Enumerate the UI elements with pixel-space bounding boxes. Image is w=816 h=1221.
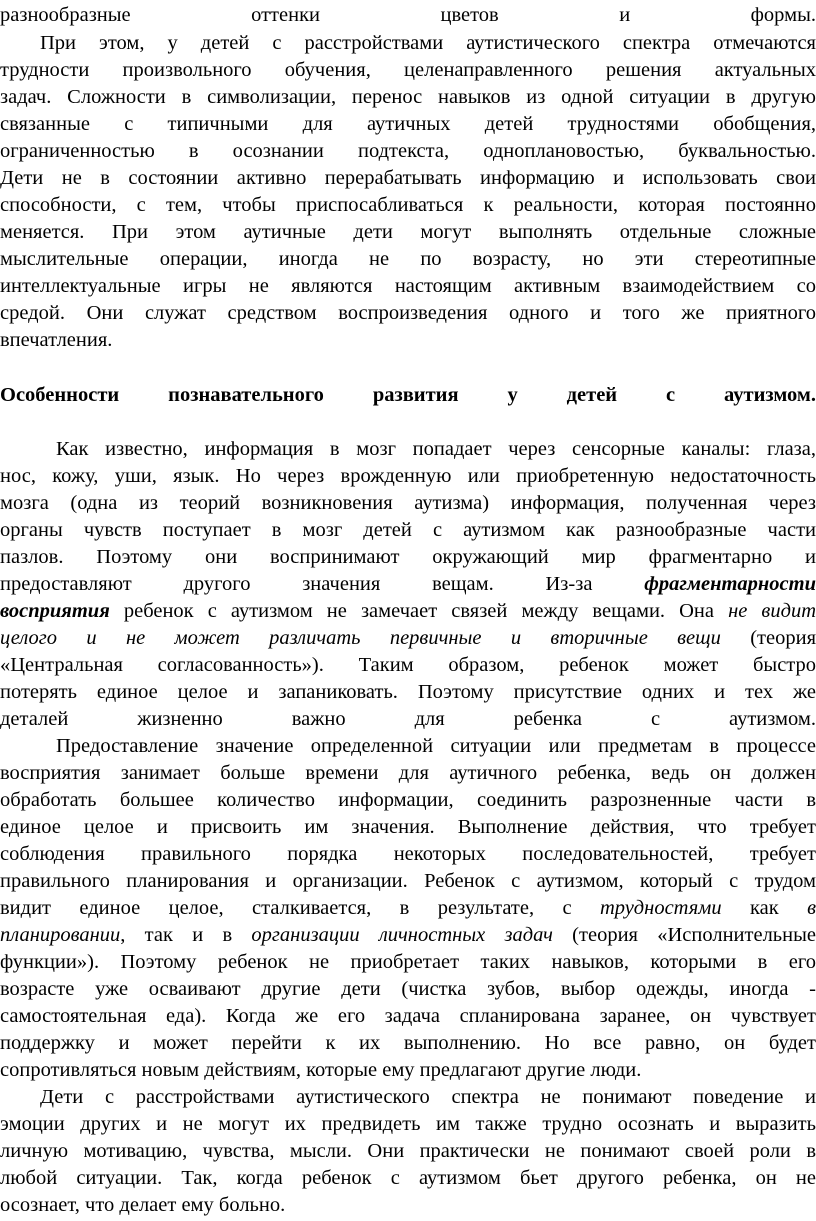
italic-term: планировании <box>0 924 121 946</box>
text-line: средой. Они служат средством воспроизведения одного и того же приятного <box>0 302 816 324</box>
text-line: видит единое целое, сталкивается, в результате, с трудностями как в <box>0 897 816 919</box>
text-line: деталей жизненно важно для ребенка с аутизмом. <box>0 708 816 730</box>
text-line: связанные с типичными для аутичных детей трудностями обобщения, <box>0 113 816 135</box>
italic-term: трудностями <box>599 897 722 919</box>
text-line: впечатления. <box>0 329 113 351</box>
italic-term: организации личностных задач <box>251 924 553 946</box>
italic-term: не видит <box>728 600 816 622</box>
text-line: Как известно, информация в мозг попадает через сенсорные каналы: глаза, <box>56 438 816 460</box>
text-line: При этом, у детей с расстройствами аутистического спектра отмечаются <box>40 32 816 54</box>
italic-term: в <box>807 897 816 919</box>
text-line: осознает, что делает ему больно. <box>0 1194 286 1216</box>
text-line: трудности произвольного обучения, целенаправленного решения актуальных <box>0 59 816 81</box>
text-line: мыслительные операции, иногда не по возрасту, но эти стереотипные <box>0 248 816 270</box>
text-line: способности, с тем, чтобы приспосабливаться к реальности, которая постоянно <box>0 194 816 216</box>
text-line: эмоции других и не могут их предвидеть им также трудно осознать и выразить <box>0 1113 816 1135</box>
text-line: меняется. При этом аутичные дети могут выполнять отдельные сложные <box>0 221 816 243</box>
text-line: правильного планирования и организации. Ребенок с аутизмом, который с трудом <box>0 870 816 892</box>
text-line: обработать большее количество информации, соединить разрозненные части в <box>0 789 816 811</box>
text-line: нос, кожу, уши, язык. Но через врожденную или приобретенную недостаточность <box>0 465 816 487</box>
bold-italic-term: восприятия <box>0 600 110 622</box>
text-line: поддержку и может перейти к их выполнению. Но все равно, он будет <box>0 1032 816 1054</box>
text-line: органы чувств поступает в мозг детей с аутизмом как разнообразные части <box>0 519 816 541</box>
text-line: функции»). Поэтому ребенок не приобретает таких навыков, которыми в его <box>0 951 816 973</box>
text-line: целого и не может различать первичные и вторичные вещи (теория <box>0 627 816 649</box>
text-line: предоставляют другого значения вещам. Из-за фрагментарности <box>0 573 816 595</box>
text-line: пазлов. Поэтому они воспринимают окружающий мир фрагментарно и <box>0 546 816 568</box>
text-line: планировании, так и в организации личностных задач (теория «Исполнительные <box>0 924 816 946</box>
text-line: «Центральная согласованность»). Таким образом, ребенок может быстро <box>0 654 816 676</box>
italic-term: целого и не может различать первичные и вторичные вещи <box>0 627 721 649</box>
section-heading: Особенности познавательного развития у детей с аутизмом. <box>0 384 816 406</box>
text-line: Дети с расстройствами аутистического спектра не понимают поведение и <box>40 1086 816 1108</box>
text-line: мозга (одна из теорий возникновения аутизма) информация, полученная через <box>0 492 816 514</box>
text-line: соблюдения правильного порядка некоторых последовательностей, требует <box>0 843 816 865</box>
text-line: возрасте уже осваивают другие дети (чистка зубов, выбор одежды, иногда - <box>0 978 816 1000</box>
text-line: единое целое и присвоить им значения. Выполнение действия, что требует <box>0 816 816 838</box>
text-line: ограниченностью в осознании подтекста, одноплановостью, буквальностью. <box>0 140 816 162</box>
text-line: сопротивляться новым действиям, которые ему предлагают другие люди. <box>0 1059 642 1081</box>
text-line: личную мотивацию, чувства, мысли. Они практически не понимают своей роли в <box>0 1140 816 1162</box>
text-line: разнообразные оттенки цветов и формы. <box>0 4 816 26</box>
text-line: самостоятельная еда). Когда же его задача спланирована заранее, он чувствует <box>0 1005 816 1027</box>
text-line: восприятия ребенок с аутизмом не замечает связей между вещами. Она не видит <box>0 600 816 622</box>
text-line: любой ситуации. Так, когда ребенок с аутизмом бьет другого ребенка, он не <box>0 1167 816 1189</box>
text-line: задач. Сложности в символизации, перенос навыков из одной ситуации в другую <box>0 86 816 108</box>
text-line: интеллектуальные игры не являются настоящим активным взаимодействием со <box>0 275 816 297</box>
bold-italic-term: фрагментарности <box>644 573 816 595</box>
text-line: потерять единое целое и запаниковать. Поэтому присутствие одних и тех же <box>0 681 816 703</box>
text-line: Предоставление значение определенной ситуации или предметам в процессе <box>56 735 816 757</box>
text-line: восприятия занимает больше времени для аутичного ребенка, ведь он должен <box>0 762 816 784</box>
text-line: Дети не в состоянии активно перерабатывать информацию и использовать свои <box>0 167 816 189</box>
